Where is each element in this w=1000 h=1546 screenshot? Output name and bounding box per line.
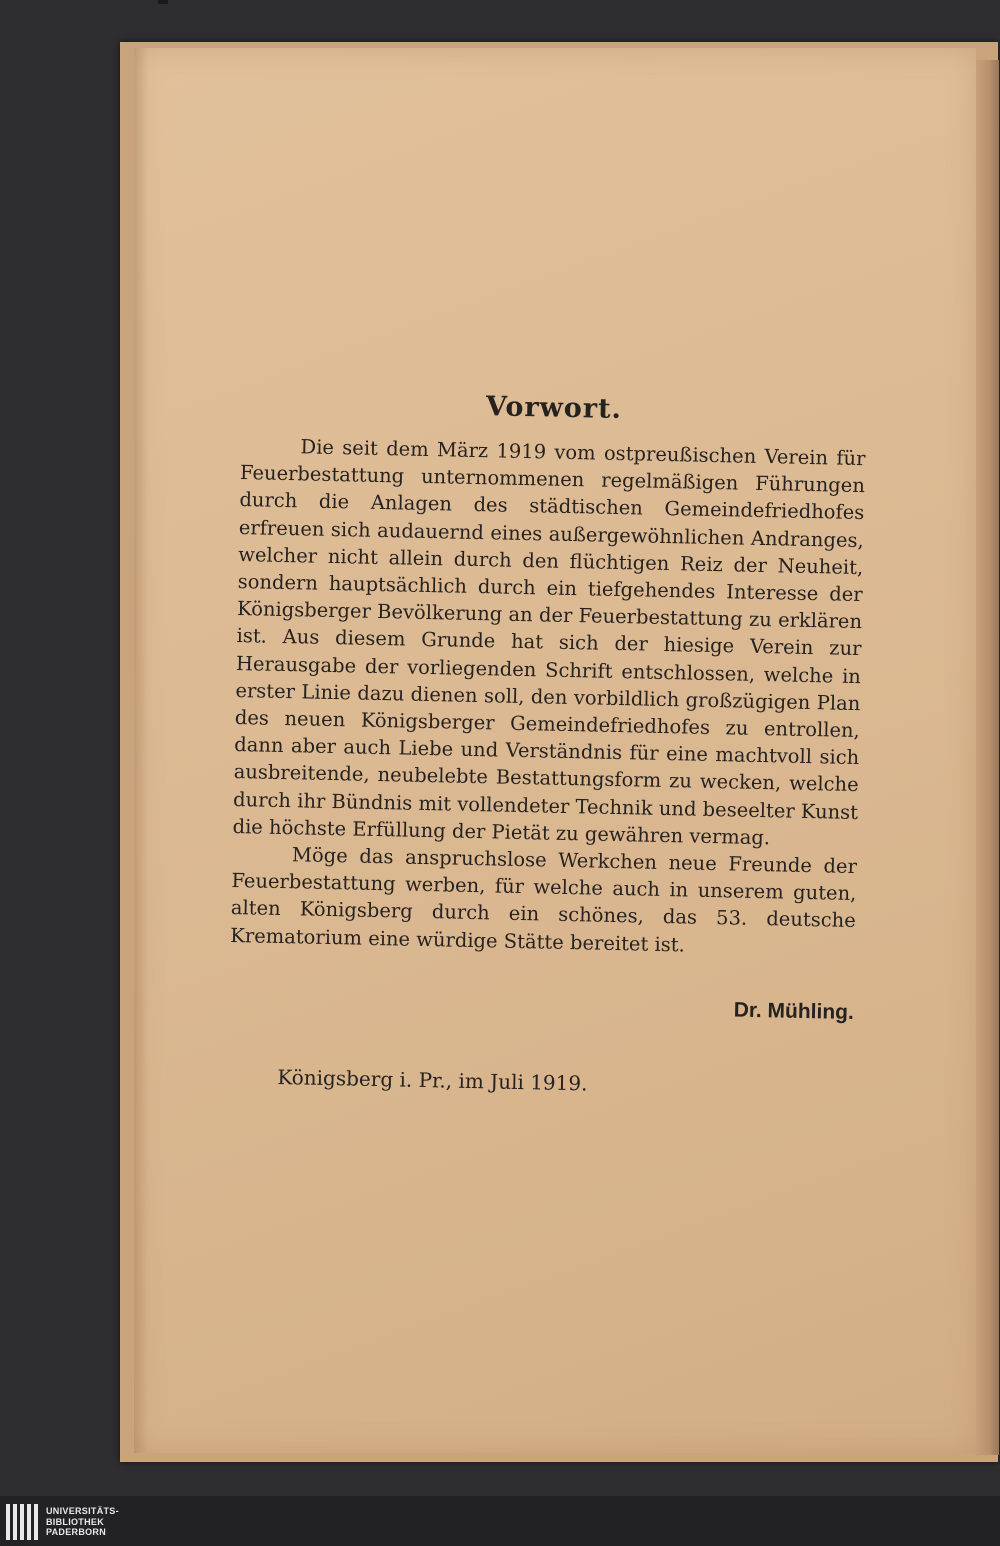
paragraph-2: Möge das anspruchslose Werkchen neue Freunde der Feuerbestattung werben, für welche auch in unserem guten, alten Königsberg durch ein schönes, das 53. deutsche Krematorium eine würdige Stätte bereitet ist. (230, 843, 858, 957)
author-signature: Dr. Mühling. (733, 998, 855, 1025)
logo-line-1: UNIVERSITÄTS- (46, 1506, 119, 1517)
preface-text (230, 432, 866, 962)
page-content (230, 0, 875, 1096)
page-title: Vorwort. (485, 391, 623, 426)
page-fold-shade (134, 48, 148, 1453)
place-date-line: Königsberg i. Pr., im Juli 1919. (277, 1064, 588, 1096)
library-logo-text (46, 1506, 119, 1538)
logo-line-2: BIBLIOTHEK (46, 1516, 104, 1527)
page-edge-shadow (975, 60, 999, 1455)
logo-line-3: PADERBORN (46, 1527, 107, 1538)
library-logo-icon (6, 1504, 38, 1540)
library-logo (6, 1502, 119, 1542)
footer-bar (0, 1496, 1000, 1546)
paragraph-1: Die seit dem März 1919 vom ostpreußischen Verein für Feuerbestattung unternommenen regelmäßigen Führungen durch die Anlagen des städtischen Gemeindefriedhofes erfreuen sich audauernd eines außergewöhnlichen Andranges, welcher nicht allein durch den flüchtigen Reiz der Neuheit, sondern hauptsächlich durch ein tiefgehendes Interesse der Königsberger Bevölkerung an der Feuerbestattung zu erklären ist. Aus diesem Grunde hat sich der hiesige Verein zur Herausgabe der vorliegenden Schrift entschlossen, welche in erster Linie dazu dienen soll, den vorbildlich großzügigen Plan des neuen Königsberger Gemeindefriedhofes zu entrollen, dann aber auch Liebe und Verständnis für eine machtvoll sich ausbreitende, neubelebte Bestattungsform zu wecken, welche durch ihr Bündnis mit vollendeter Technik und beseelter Kunst die höchste Erfüllung der Pietät zu gewähren vermag. (232, 435, 866, 850)
scan-edge-mark (158, 0, 168, 4)
